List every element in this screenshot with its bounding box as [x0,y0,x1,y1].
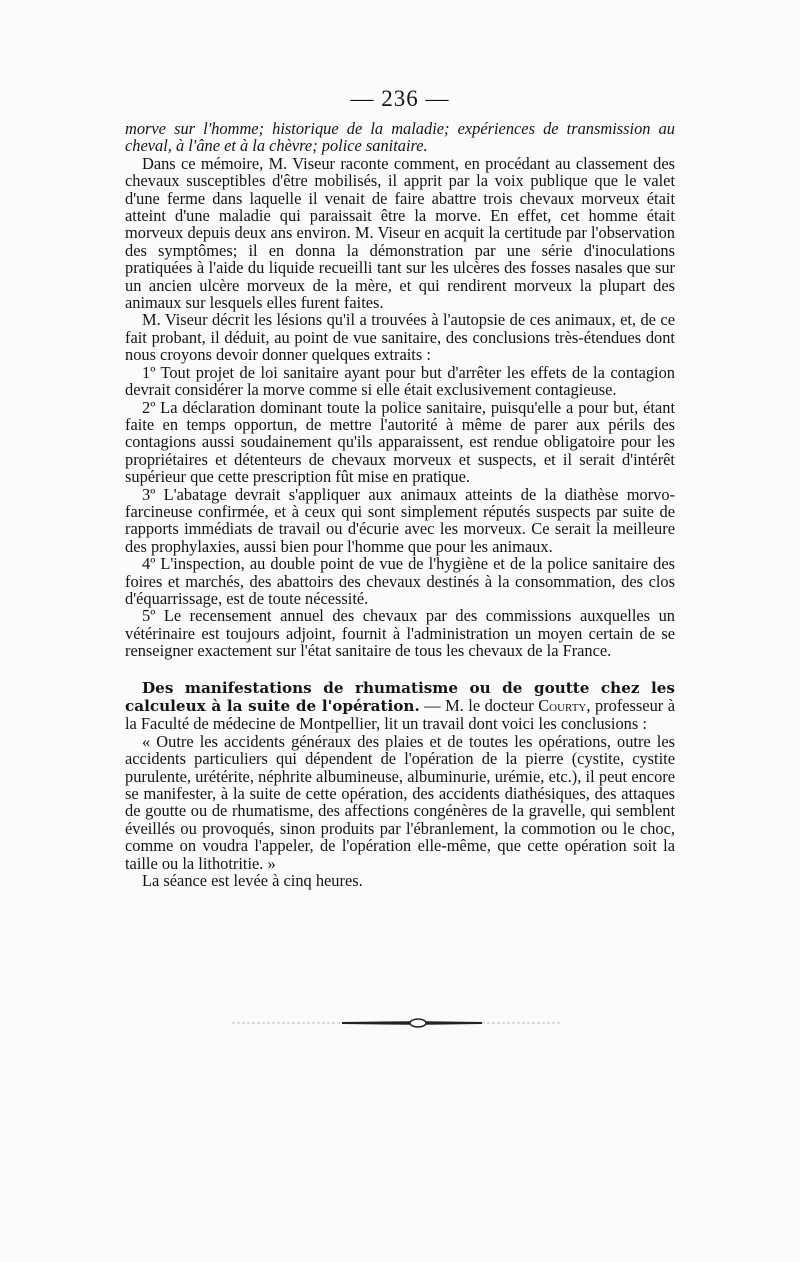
author-name: Courty [538,696,587,715]
body-text [125,120,675,889]
conclusion-item-4: 4º L'inspection, au double point de vue de l'hygiène et de la police sanitaire des foires et marchés, des abattoirs des chevaux destinés à la consommation, des clos d'équarrissage, est de toute nécessité. [125,554,675,608]
paragraph-continuation: morve sur l'homme; historique de la maladie; expériences de transmission au cheval, à l'âne et à la chèvre; police sanitaire. [125,119,675,156]
conclusion-item-3: 3º L'abatage devrait s'appliquer aux animaux atteints de la diathèse morvo-farcineuse confirmée, et à ceux qui sont simplement réputés suspects par suite de rapports immédiats de travail ou d'écurie avec les morveux. Ce serait la meilleure des prophylaxies, aussi bien pour l'homme que pour les animaux. [125,484,675,556]
conclusion-item-5: 5º Le recensement annuel des chevaux par des commissions auxquelles un vétérinaire est toujours adjoint, fournit à l'administration un moyen certain de se renseigner exactement sur l'état sanitaire de tous les chevaux de la France. [125,606,675,661]
section-paragraph [125,679,675,733]
quotation-paragraph: « Outre les accidents généraux des plaies et de toutes les opérations, outre les accidents particuliers qui dépendent de l'opération de la pierre (cystite, cystite purulente, urétérite, néphrite albumineuse, albuminurie, urémie, etc.), il peut encore se manifester, à la suite de cette opération, des accidents diathésiques, des attaques de goutte ou de rhumatisme, des affections congénères de la gravelle, qui semblent éveillés ou provoqués, sinon produits par l'ébranlement, la commotion ou le choc, comme on voudra l'appeler, de l'opération elle-même, que cette opération soit la taille ou la lithotritie. » [125,731,675,873]
paragraph-rest: , professeur à la Faculté de médecine de Montpellier, lit un travail dont voici les conclusions : [125,696,675,734]
section-gap [125,660,675,679]
ornament-divider [232,1016,562,1030]
page-number: — 236 — [350,86,450,111]
closing-line: La séance est levée à cinq heures. [142,871,363,891]
paragraph: Dans ce mémoire, M. Viseur raconte comment, en procédant au classement des chevaux susceptibles d'être mobilisés, il apprit par la voix publique que le valet d'une ferme dans laquelle il venait de faire abattre trois chevaux morveux était atteint d'une maladie qui paraissait être la morve. En effet, cet homme était morveux depuis deux ans environ. M. Viseur en acquit la certitude par l'observation des symptômes; il en donna la démonstration par une série d'inoculations pratiquées à l'aide du liquide recueilli tant sur les ulcères des fosses nasales que sur un ancien ulcère morveux de la mère, et qui rendirent morveux la plupart des animaux sur lesquels elles furent faites. [125,153,675,313]
heading-dash: — M. le docteur [419,696,539,715]
paragraph: M. Viseur décrit les lésions qu'il a trouvées à l'autopsie de ces animaux, et, de ce fait probant, il déduit, au point de vue sanitaire, des conclusions très-étendues dont nous croyons devoir donner quelques extraits : [125,310,675,365]
conclusion-item-1: 1º Tout projet de loi sanitaire ayant pour but d'arrêter les effets de la contagion devrait considérer la morve comme si elle était exclusivement contagieuse. [125,362,675,400]
conclusion-item-2: 2º La déclaration dominant toute la police sanitaire, puisqu'elle a pour but, étant faite en temps opportun, de mettre l'autorité à même de parer aux périls des contagions aussi soudainement qu'ils apparaissent, est rendue obligatoire pour les propriétaires et détenteurs de chevaux morveux et suspects, et il serait d'intérêt supérieur que cette prescription fût mise en pratique. [125,397,675,487]
section-heading: Des manifestations de rhumatisme ou de goutte chez les calculeux à la suite de l'opération. [125,678,675,715]
